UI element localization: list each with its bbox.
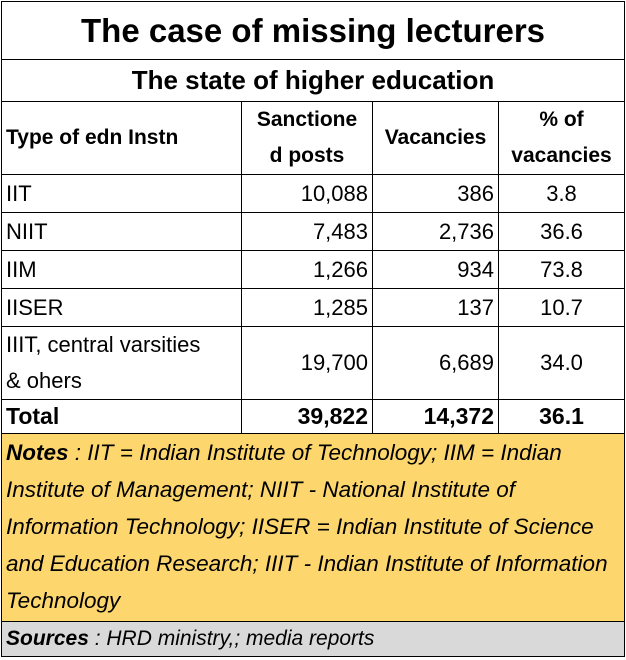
total-row xyxy=(2,400,625,434)
cell-type: IIM xyxy=(2,251,242,289)
table-row xyxy=(2,175,625,213)
header-sanctioned-line1: Sanctione xyxy=(256,108,358,131)
header-pct-line2: vacancies xyxy=(511,144,612,167)
cell-vacancies: 386 xyxy=(373,175,499,213)
cell-pct: 36.6 xyxy=(499,213,625,251)
total-pct: 36.1 xyxy=(499,400,625,434)
cell-type: IISER xyxy=(2,289,242,327)
total-sanctioned: 39,822 xyxy=(242,400,373,434)
table-row xyxy=(2,289,625,327)
table-subtitle: The state of higher education xyxy=(2,60,625,102)
cell-pct: 34.0 xyxy=(499,327,625,400)
total-label: Total xyxy=(2,400,242,434)
header-sanctioned xyxy=(242,102,373,175)
table-row xyxy=(2,327,625,400)
total-vacancies: 14,372 xyxy=(373,400,499,434)
sources xyxy=(2,622,625,657)
cell-pct: 3.8 xyxy=(499,175,625,213)
cell-sanctioned: 7,483 xyxy=(242,213,373,251)
header-pct xyxy=(499,102,625,175)
cell-sanctioned: 1,266 xyxy=(242,251,373,289)
cell-vacancies: 934 xyxy=(373,251,499,289)
notes-text: : IIT = Indian Institute of Technology; IIM = Indian Institute of Management; NIIT - National Institute of Information Technology; IISER = Indian Institute of Science and Education Research; IIIT - Indian Institute of Information Technology xyxy=(6,440,608,613)
cell-sanctioned: 1,285 xyxy=(242,289,373,327)
header-pct-line1: % of xyxy=(539,108,584,131)
cell-vacancies: 6,689 xyxy=(373,327,499,400)
notes xyxy=(2,434,625,622)
data-table xyxy=(1,1,625,657)
cell-vacancies: 137 xyxy=(373,289,499,327)
cell-type: IIT xyxy=(2,175,242,213)
cell-sanctioned: 19,700 xyxy=(242,327,373,400)
cell-sanctioned: 10,088 xyxy=(242,175,373,213)
sources-label: Sources xyxy=(6,627,89,650)
cell-type-line2: & ohers xyxy=(6,368,82,393)
cell-type xyxy=(2,327,242,400)
header-row xyxy=(2,102,625,175)
page-title: The case of missing lecturers xyxy=(2,2,625,60)
notes-label: Notes xyxy=(6,440,69,465)
cell-type: NIIT xyxy=(2,213,242,251)
header-vacancies: Vacancies xyxy=(373,102,499,175)
header-sanctioned-line2: d posts xyxy=(269,144,345,167)
cell-pct: 10.7 xyxy=(499,289,625,327)
table-row xyxy=(2,213,625,251)
cell-vacancies: 2,736 xyxy=(373,213,499,251)
cell-pct: 73.8 xyxy=(499,251,625,289)
sources-text: : HRD ministry,; media reports xyxy=(88,627,375,650)
cell-type-line1: IIIT, central varsities xyxy=(6,332,201,357)
table-row xyxy=(2,251,625,289)
header-type: Type of edn Instn xyxy=(2,102,242,175)
